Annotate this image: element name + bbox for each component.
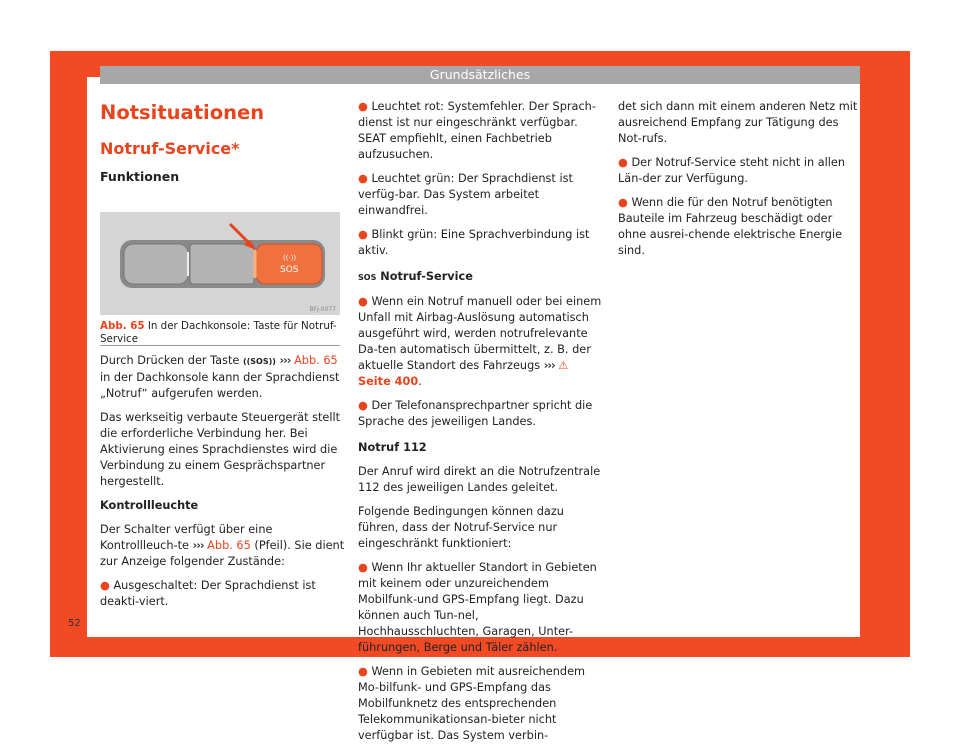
text: Ausgeschaltet: Der Sprachdienst ist deakti-viert. bbox=[100, 579, 316, 608]
triple-chevron-icon: ››› bbox=[543, 359, 555, 372]
bullet-dot-icon: ● bbox=[358, 399, 368, 412]
bullet-dot-icon: ● bbox=[618, 156, 628, 169]
list-item: ● Wenn ein Notruf manuell oder bei einem Unfall mit Airbag-Auslösung automatisch ausgeführt wird, werden notrufrelevante Da-ten automatisch übermittelt, z. B. der aktuelle Standort des Fahrzeugs ››› ⚠ Seite 400. bbox=[358, 295, 602, 388]
svg-text:((·)): ((·)) bbox=[283, 254, 297, 262]
text: Blinkt grün: Eine Sprachverbindung ist aktiv. bbox=[358, 228, 590, 257]
bullet-dot-icon: ● bbox=[618, 196, 628, 209]
xref-link[interactable]: Abb. 65 bbox=[294, 354, 338, 367]
bullet-dot-icon: ● bbox=[100, 579, 110, 592]
text: Durch Drücken der Taste bbox=[100, 354, 240, 367]
list-item bbox=[618, 195, 863, 259]
text: in der Dachkonsole kann der Sprachdienst „Notruf“ aufgerufen werden. bbox=[100, 371, 340, 400]
paragraph bbox=[100, 522, 345, 570]
text: Der Notruf-Service steht nicht in allen Län-der zur Verfügung. bbox=[618, 156, 846, 185]
sos-icon: ((SOS)) bbox=[242, 357, 276, 366]
bullet-dot-icon: ● bbox=[358, 561, 368, 574]
paragraph: Folgende Bedingungen können dazu führen, dass der Notruf-Service nur eingeschränkt funktioniert: bbox=[358, 505, 564, 550]
sos-label: SOS bbox=[280, 265, 299, 275]
right-column bbox=[618, 99, 863, 267]
triple-chevron-icon: ››› bbox=[192, 539, 204, 552]
caption-divider bbox=[100, 345, 340, 346]
text: Der Telefonansprechpartner spricht die Sprache des jeweiligen Landes. bbox=[358, 399, 593, 428]
text: (Pfeil). Sie dient zur Anzeige folgender Zustände: bbox=[100, 539, 345, 568]
list-item bbox=[358, 171, 603, 219]
list-item bbox=[358, 560, 603, 656]
text: Der Schalter verfügt über eine Kontrollleuch-te bbox=[100, 523, 273, 552]
sos-icon: SOS bbox=[358, 273, 377, 282]
text: Wenn in Gebieten mit ausreichendem Mo-bilfunk- und GPS-Empfang das Mobilfunknetz des entsprechenden Telekommunikationsan-bieter nicht verfügbar ist. Das System verbin- bbox=[358, 665, 586, 742]
section-title: Notruf-Service* bbox=[100, 139, 240, 158]
subheading: Kontrollleuchte bbox=[100, 499, 199, 512]
paragraph: Das werkseitig verbaute Steuergerät stellt die erforderliche Verbindung her. Bei Aktivierung eines Sprachdienstes wird die Verbindung zu einem Gesprächspartner hergestellt. bbox=[100, 411, 341, 488]
bullet-dot-icon: ● bbox=[358, 172, 368, 185]
text: Leuchtet grün: Der Sprachdienst ist verfüg-bar. Das System arbeitet einwandfrei. bbox=[358, 172, 573, 217]
figure-roof-console bbox=[100, 212, 340, 315]
list-item bbox=[358, 398, 603, 430]
text: Wenn ein Notruf manuell oder bei einem Unfall mit Airbag-Auslösung automatisch ausgeführt wird, werden notrufrelevante Da-ten automatisch übermittelt, z. B. der aktuelle Standort des Fahrzeugs bbox=[358, 295, 602, 372]
page-title: Notsituationen bbox=[100, 101, 265, 124]
text: Wenn die für den Notruf benötigten Bauteile im Fahrzeug beschädigt oder ohne ausrei-chende elektrische Energie sind. bbox=[618, 196, 843, 257]
subheading: Notruf 112 bbox=[358, 441, 427, 454]
figure-caption bbox=[100, 320, 340, 346]
xref-link[interactable]: Seite 400 bbox=[358, 375, 419, 388]
warning-icon: ⚠ bbox=[558, 359, 569, 372]
figure-code: BFJ-0077 bbox=[309, 306, 336, 313]
subsection-title: Funktionen bbox=[100, 169, 180, 184]
xref-link[interactable]: Abb. 65 bbox=[207, 539, 251, 552]
paragraph bbox=[100, 353, 345, 402]
text: Leuchtet rot: Systemfehler. Der Sprach-dienst ist nur eingeschränkt verfügbar. SEAT empfiehlt, einen Fachbetrieb aufzusuchen. bbox=[358, 100, 596, 161]
section-header: Grundsätzliches bbox=[100, 66, 860, 84]
list-item bbox=[100, 578, 345, 610]
left-body bbox=[100, 353, 345, 618]
list-item bbox=[358, 227, 603, 259]
roof-console-illustration bbox=[100, 212, 340, 315]
subheading bbox=[358, 269, 603, 286]
bullet-dot-icon: ● bbox=[358, 665, 368, 678]
paragraph: det sich dann mit einem anderen Netz mit ausreichend Empfang zur Tätigung des Not-rufs. bbox=[618, 100, 858, 145]
triple-chevron-icon: ››› bbox=[279, 354, 291, 367]
caption-ref: Abb. 65 bbox=[100, 320, 145, 332]
left-column bbox=[100, 101, 345, 185]
bullet-dot-icon: ● bbox=[358, 295, 368, 308]
bullet-dot-icon: ● bbox=[358, 100, 368, 113]
bullet-dot-icon: ● bbox=[358, 228, 368, 241]
list-item bbox=[618, 155, 863, 187]
list-item bbox=[358, 99, 603, 163]
text: Wenn Ihr aktueller Standort in Gebieten mit keinem oder unzureichendem Mobilfunk-und GPS-Empfang liegt. Dazu können auch Tun-nel, Hochhausschluchten, Garagen, Unter-führungen, Berge und Täler zählen. bbox=[358, 561, 597, 654]
paragraph: Der Anruf wird direkt an die Notrufzentrale 112 des jeweiligen Landes geleitet. bbox=[358, 465, 601, 494]
text: Notruf-Service bbox=[380, 270, 473, 283]
list-item bbox=[358, 664, 603, 744]
middle-column bbox=[358, 99, 603, 752]
page-number: 52 bbox=[68, 618, 81, 629]
caption-text: In der Dachkonsole: Taste für Notruf-Service bbox=[100, 320, 337, 345]
